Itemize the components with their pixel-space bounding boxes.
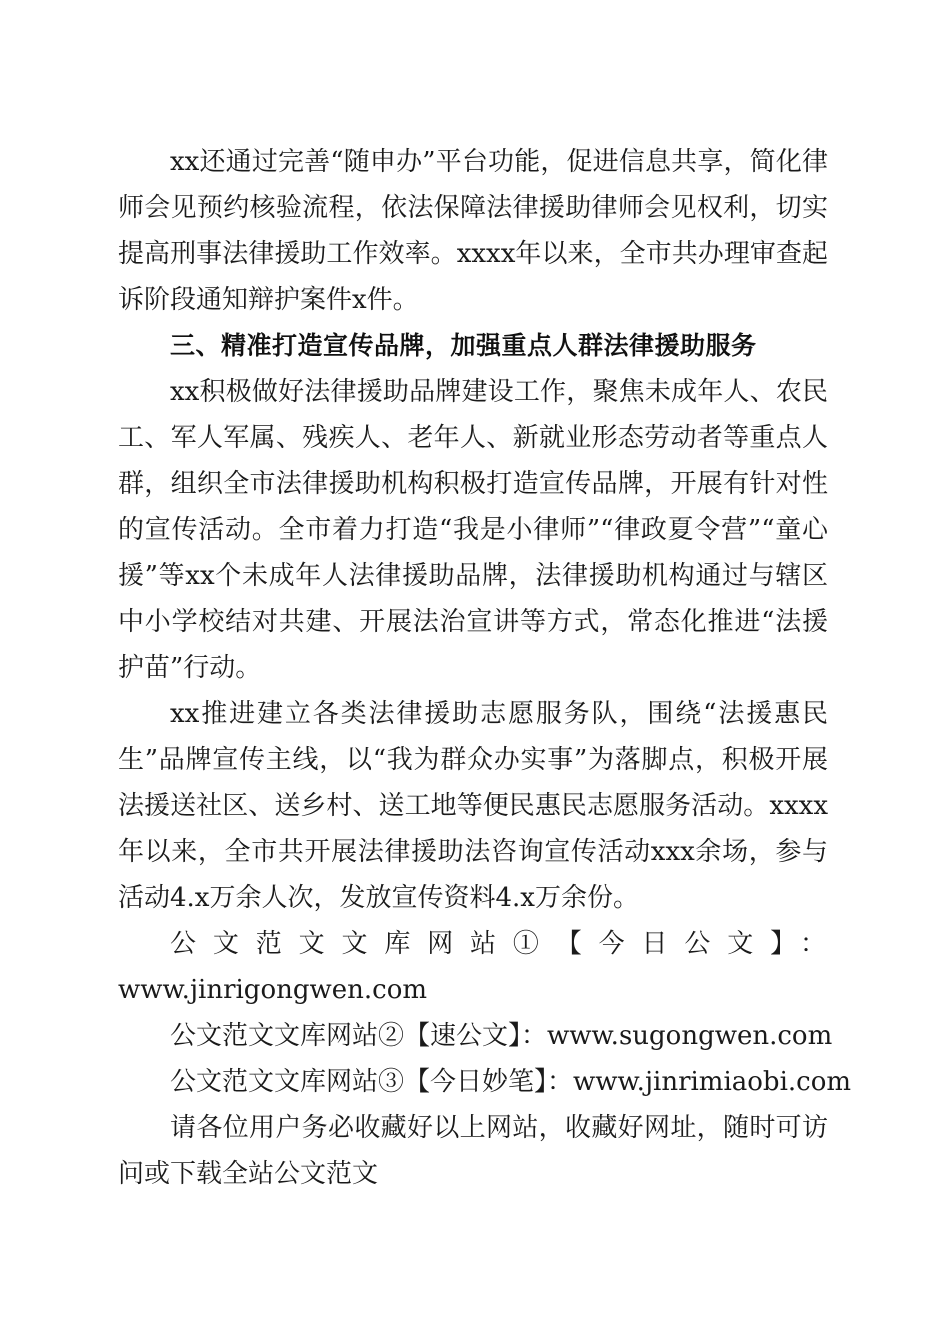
- document-body: [118, 139, 852, 1197]
- notice-paragraph: 请各位用户务必收藏好以上网站，收藏好网址，随时可访问或下载全站公文范文: [118, 1113, 828, 1189]
- site-3-line: 公文范文文库网站③【今日妙笔】：www.jinrimiaobi.com: [170, 1067, 852, 1097]
- paragraph-platform-function: xx还通过完善“随申办”平台功能，促进信息共享，简化律师会见预约核验流程，依法保障法律援助律师会见权利，切实提高刑事法律援助工作效率。xxxx年以来，全市共办理审查起诉阶段通知辩护案件x件。: [118, 147, 828, 315]
- paragraph-volunteer-service: xx推进建立各类法律援助志愿服务队，围绕“法援惠民生”品牌宣传主线，以“我为群众办实事”为落脚点，积极开展法援送社区、送乡村、送工地等便民惠民志愿服务活动。xxxx年以来，全市共开展法律援助法咨询宣传活动xxx余场，参与活动4.x万余人次，发放宣传资料4.x万余份。: [118, 699, 828, 913]
- section-heading-3: 三、精准打造宣传品牌，加强重点人群法律援助服务: [170, 331, 757, 360]
- site-1-url: www.jinrigongwen.com: [118, 975, 428, 1005]
- paragraph-brand-building: xx积极做好法律援助品牌建设工作，聚焦未成年人、农民工、军人军属、残疾人、老年人、新就业形态劳动者等重点人群，组织全市法律援助机构积极打造宣传品牌，开展有针对性的宣传活动。全市着力打造“我是小律师”“律政夏令营”“童心援”等xx个未成年人法律援助品牌，法律援助机构通过与辖区中小学校结对共建、开展法治宣讲等方式，常态化推进“法援护苗”行动。: [118, 377, 828, 683]
- site-1-label: 公文范文文库网站①【今日公文】：: [170, 929, 828, 959]
- site-2-line: 公文范文文库网站②【速公文】：www.sugongwen.com: [170, 1021, 833, 1051]
